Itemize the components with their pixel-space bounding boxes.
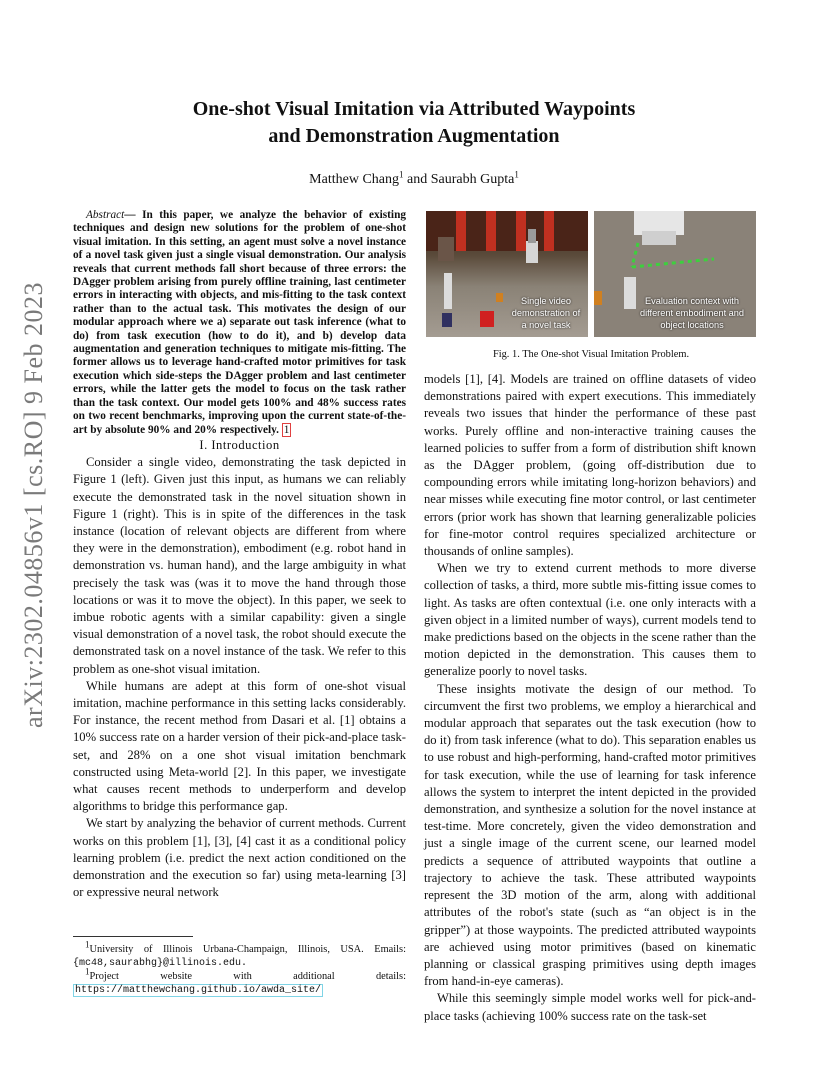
- footnote-affiliation: $^1$University of Illinois Urbana-Champaign, Illinois, USA. Emails: {mc48,saurabhg}@illinois.edu.: [73, 939, 406, 969]
- right-column: [424, 371, 756, 1025]
- footnote-emails: {mc48,saurabhg}@illinois.edu.: [73, 958, 248, 969]
- right-paragraph-1: models [1], [4]. Models are trained on offline datasets of video demonstrations paired with expert executions. This immediately reveals two issues that hinder the performance of these past works. Purely offline and non-interactive training causes the learned policies to suffer from a form of distribution shift known as the DAgger problem, (going off-distribution due to compounding errors while imitating long-horizon behaviors) and near misses while executing fine motor control, or last centimeter errors (prior work has shown that learning generalizable policies for fine-motor control requires specialized architecture or thousands of online samples).: [424, 372, 756, 559]
- author-list: [80, 169, 748, 188]
- footnote-project-website: $^1$Project website with additional details: https://matthewchang.github.io/awda_site/: [75, 966, 406, 996]
- title-line-2: and Demonstration Augmentation: [268, 125, 560, 147]
- footnote-rule: [73, 936, 193, 937]
- figure-1-caption: Fig. 1. The One-shot Visual Imitation Problem.: [492, 349, 690, 360]
- footnotes: [73, 936, 406, 997]
- footnote-link[interactable]: 1: [283, 423, 290, 436]
- author-1: Matthew Chang: [309, 172, 399, 187]
- author-2: Saurabh Gupta: [430, 172, 515, 187]
- abstract: [73, 209, 406, 437]
- figure-1-right-label: Evaluation context with different embodiment and object locations: [639, 296, 745, 330]
- author-1-affiliation: 1: [399, 169, 404, 180]
- right-paragraph-2: When we try to extend current methods to more diverse collection of tasks, a third, more subtle mis-fitting issue comes to light. As tasks are often contextual (i.e. one only interacts with a given object in a limited number of ways), current models tend to make predictions based on the objects in the scene rather than the motion depicted in the demonstration. This causes them to generalize poorly to novel tasks.: [424, 561, 756, 679]
- left-column: [73, 209, 406, 901]
- intro-paragraph-3: We start by analyzing the behavior of current methods. Current works on this problem [1], [3], [4] cast it as a conditional policy learning problem (i.e. predict the next action conditioned on the demonstration and the execution so far) using meta-learning [3] or expressive neural network: [73, 816, 406, 900]
- figure-1-right-panel: [594, 211, 756, 337]
- intro-paragraph-1: Consider a single video, demonstrating the task depicted in Figure 1 (left). Given just this input, as humans we can reliably execute the demonstrated task in the novel situation shown in Figure 1 (right). This is in spite of the differences in the task instance (location of relevant objects are different from where they were in the demonstration), embodiment (e.g. robot hand in demonstration vs. human hand), and the large ambiguity in what precisely the task was (was it to move the hand through those locations or was it to move the object). In this paper, we seek to imbue robotic agents with a similar capability: given a single visual demonstration of a novel task, the robot should execute the demonstrated task on a novel instance of the task. We refer to this problem as one-shot visual imitation.: [73, 455, 406, 676]
- intro-paragraph-2: While humans are adept at this form of one-shot visual imitation, machine performance in this setting lacks considerably. For instance, the recent method from Dasari et al. [1] obtains a 10% success rate on a harder version of their pick-and-place task-set, and 28% on a one shot visual imitation benchmark constructed using Meta-world [2]. In this paper, we investigate what causes recent methods to underperform and develop algorithms to bridge this performance gap.: [73, 678, 406, 814]
- figure-1: [426, 211, 756, 337]
- right-paragraph-3: These insights motivate the design of our method. To circumvent the first two problems, we employ a hierarchical and modular approach that separates out the task execution (how to do it) from task inference (what to do). This separation enables us to use robust and high-performing, hand-crafted motor primitives for task execution, while the use of learning for task inference allows the system to interpret the intent depicted in the provided demonstration, and synthesize a solution for the novel instance at test-time. More concretely, given the video demonstration and just a single image of the current scene, our learned model predicts a sequence of attributed waypoints that outline a trajectory to achieve the task. These attributed waypoints represent the 3D motion of the arm, along with additional attributes of the robot's state (such as “an object is in the gripper”) at those waypoints. The predicted attributed waypoints are achieved using motor primitives (based on kinematic planning or classical grasping primitives using depth images from hand-in-eye cameras).: [424, 681, 756, 989]
- section-heading-introduction: I. Introduction: [199, 437, 280, 452]
- paper-title: [80, 96, 748, 150]
- author-2-affiliation: 1: [514, 169, 519, 180]
- right-paragraph-4: While this seemingly simple model works well for pick-and-place tasks (achieving 100% success rate on the task-set: [424, 991, 756, 1023]
- arxiv-identifier-band: [14, 281, 54, 729]
- author-and: and: [403, 172, 431, 187]
- arxiv-identifier: arXiv:2302.04856v1 [cs.RO] 9 Feb 2023: [19, 281, 49, 729]
- title-line-1: One-shot Visual Imitation via Attributed Waypoints: [192, 98, 636, 120]
- figure-1-left-panel: [426, 211, 588, 337]
- project-website-link[interactable]: https://matthewchang.github.io/awda_site/: [75, 985, 322, 996]
- figure-1-left-label: Single video demonstration of a novel task: [511, 296, 581, 330]
- abstract-text: — In this paper, we analyze the behavior of existing techniques and design new solutions for the problem of one-shot visual imitation. In this setting, an agent must solve a novel instance of a novel task given just a single visual demonstration. Our analysis reveals that current methods fall short because of three errors: the DAgger problem arising from purely offline training, last centimeter errors in interacting with objects, and mis-fitting to the task context rather than to the actual task. This motivates the design of our modular approach where we a) separate out task inference (what to do) from task execution (how to do it), and b) develop data augmentation and generation techniques to mitigate mis-fitting. The former allows us to leverage hand-crafted motor primitives for task execution which side-steps the DAgger problem and last centimeter errors, while the latter gets the model to focus on the task rather than the task context. Our model gets 100% and 48% success rates on two recent benchmarks, improving upon the current state-of-the-art by absolute 90% and 20% respectively.: [73, 209, 406, 436]
- abstract-label: Abstract: [86, 209, 125, 221]
